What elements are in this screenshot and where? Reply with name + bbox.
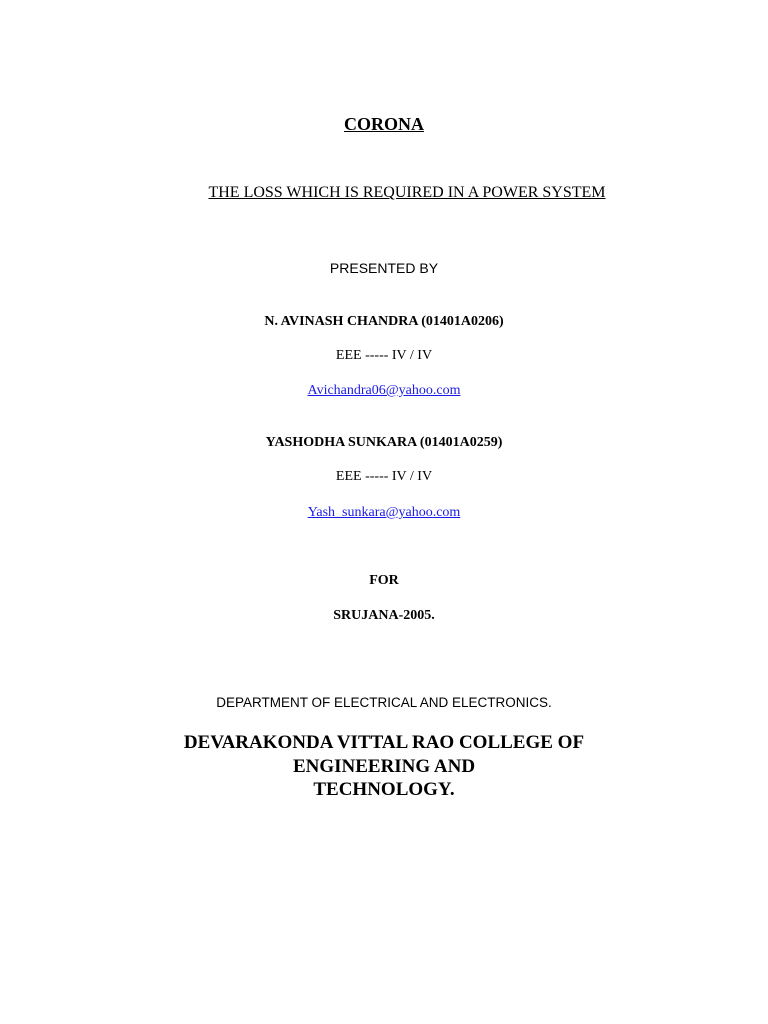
author-2-name: YASHODHA SUNKARA (01401A0259) [265,435,503,450]
document-subtitle: THE LOSS WHICH IS REQUIRED IN A POWER SYSTEM [208,184,606,201]
author-1-dept: EEE ----- IV / IV [335,348,433,363]
author-2-email-link[interactable]: Yash_sunkara@yahoo.com [307,505,461,520]
document-title: CORONA [344,114,424,134]
presented-by-label: PRESENTED BY [329,260,439,276]
event-name: SRUJANA-2005. [333,608,435,623]
department-name: DEPARTMENT OF ELECTRICAL AND ELECTRONICS. [216,695,552,710]
for-label: FOR [369,573,399,588]
college-name-line-3: TECHNOLOGY. [313,779,455,800]
college-name-line-1: DEVARAKONDA VITTAL RAO COLLEGE OF [183,732,585,753]
author-1-name: N. AVINASH CHANDRA (01401A0206) [264,314,504,329]
college-name-line-2: ENGINEERING AND [292,755,476,777]
author-2-dept: EEE ----- IV / IV [335,469,433,484]
college-name [0,731,768,802]
author-1-email-link[interactable]: Avichandra06@yahoo.com [307,383,461,398]
